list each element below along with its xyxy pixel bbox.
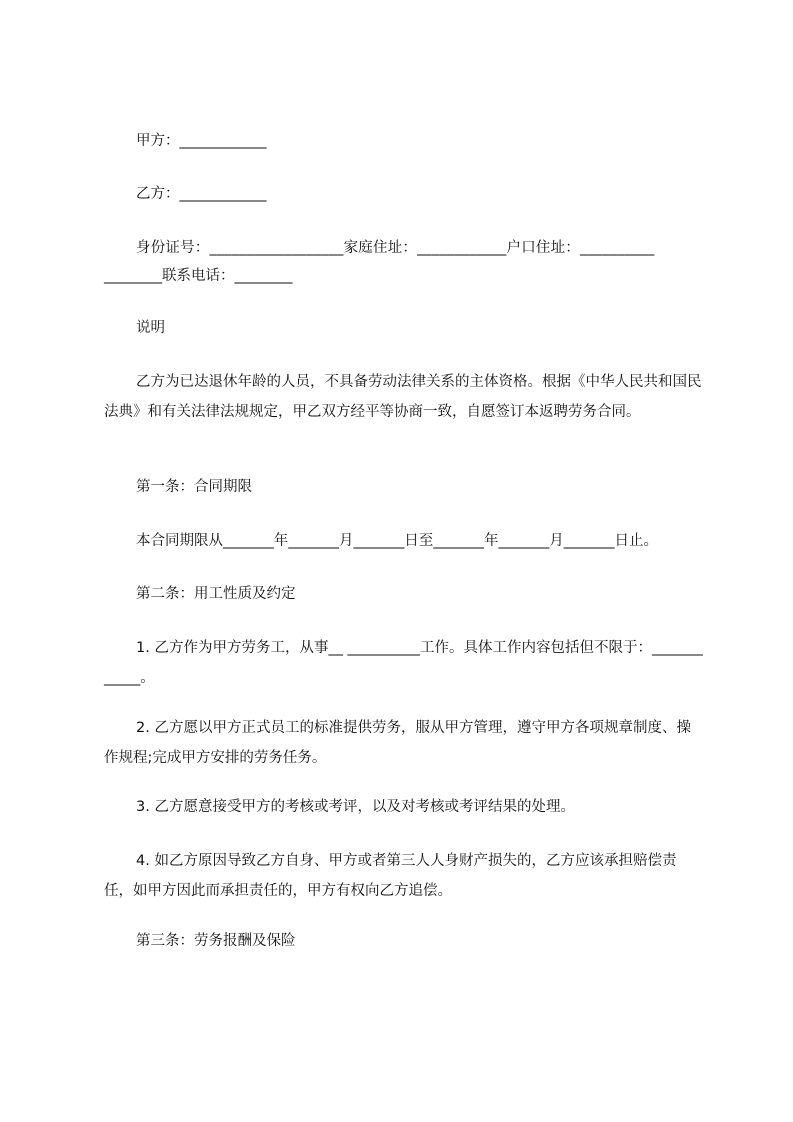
article-2-item-1: 1. 乙方作为甲方劳务工，从事__ __________工作。具体工作内容包括但不限于：____________。: [104, 640, 703, 686]
article-2-item-3: 3. 乙方愿意接受甲方的考核或考评，以及对考核或考评结果的处理。: [136, 799, 575, 815]
explanation-heading: 说明: [136, 320, 165, 336]
explanation-paragraph: 乙方为已达退休年龄的人员，不具备劳动法律关系的主体资格。根据《中华人民共和国民法典》和有关法律法规规定，甲乙双方经平等协商一致，自愿签订本返聘劳务合同。: [104, 374, 702, 420]
article-1-text: 本合同期限从_______年_______月_______日至_______年_______月_______日止。: [136, 533, 658, 549]
article-1-heading: 第一条：合同期限: [136, 479, 252, 495]
article-3-heading: 第三条：劳务报酬及保险: [136, 933, 296, 949]
article-2-item-2: 2. 乙方愿以甲方正式员工的标准提供劳务，服从甲方管理，遵守甲方各项规章制度、操作规程;完成甲方安排的劳务任务。: [104, 720, 691, 766]
article-2-item-4: 4. 如乙方原因导致乙方自身、甲方或者第三人人身财产损失的，乙方应该承担赔偿责任，如甲方因此而承担责任的，甲方有权向乙方追偿。: [104, 853, 677, 899]
identity-line-2: ________联系电话：________: [104, 268, 293, 284]
article-2-heading: 第二条：用工性质及约定: [136, 586, 296, 602]
identity-line-1: 身份证号：__________________家庭住址：____________户口住址：__________: [136, 240, 655, 256]
party-a-line: 甲方：____________: [136, 133, 267, 149]
party-b-line: 乙方：____________: [136, 186, 267, 202]
